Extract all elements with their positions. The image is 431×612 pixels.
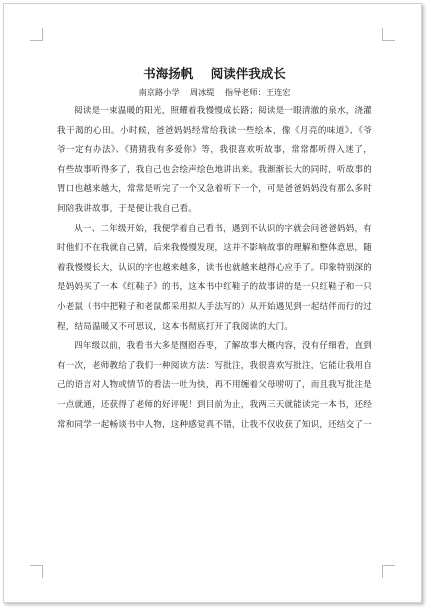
crop-mark-top-right xyxy=(382,28,395,41)
document-body xyxy=(57,66,372,435)
paragraph-3: 四年级以前，我看书大多是囫囵吞枣，了解故事大概内容，没有仔细看，直到有一次，老师教给了我们一种阅读方法：写批注，我很喜欢写批注，它能让我用自己的语言对人物或情节的看法一吐为快，再不用缠着父母唠叨了，而且我写批注是一点就通，还获得了老师的好评呢！到目前为止，我两三天就能读完一本书，还经常和同学一起畅谈书中人物，这种感觉真不错，让我不仅收获了知识，还结交了一 xyxy=(57,341,372,430)
crop-mark-bottom-right xyxy=(382,565,395,578)
crop-mark-top-left xyxy=(30,28,43,41)
document-byline: 南京路小学 周冰缇 指导老师：王连宏 xyxy=(138,87,291,97)
crop-mark-bottom-left xyxy=(30,565,43,578)
paragraph-2: 从一、二年级开始，我便学着自己看书，遇到不认识的字就会问爸爸妈妈，有时他们不在我就自己猜，后来我慢慢发现，这并不影响故事的理解和整体意思，随着我慢慢长大，认识的字也越来越多，读书也就越来越得心应手了。印象特别深的是妈妈买了一本《红鞋子》的书，这本书中红鞋子的故事讲的是一只红鞋子和一只小老鼠（书中把鞋子和老鼠都采用拟人手法写的）从开始遇见到一起结伴而行的过程，结局温暖又不可思议，这本书彻底打开了我阅读的大门。 xyxy=(57,223,372,332)
paragraph-1: 阅读是一束温暖的阳光，照耀着我慢慢成长路；阅读是一眼清澈的泉水，浇灌我干渴的心田。小时候，爸爸妈妈经常给我读一些绘本，像《月亮的味道》、《爷爷一定有办法》、《猜猜我有多爱你》等，我很喜欢听故事，常常都听得入迷了，有些故事听得多了，我自己也会绘声绘色地讲出来。我渐渐长大的同时，听故事的胃口也越来越大，常常是听完了一个又急着听下一个，可是爸爸妈妈没有那么多时间陪我讲故事，于是便让我自己看。 xyxy=(57,106,372,214)
document-title: 书海扬帆 阅读伴我成长 xyxy=(143,66,286,81)
